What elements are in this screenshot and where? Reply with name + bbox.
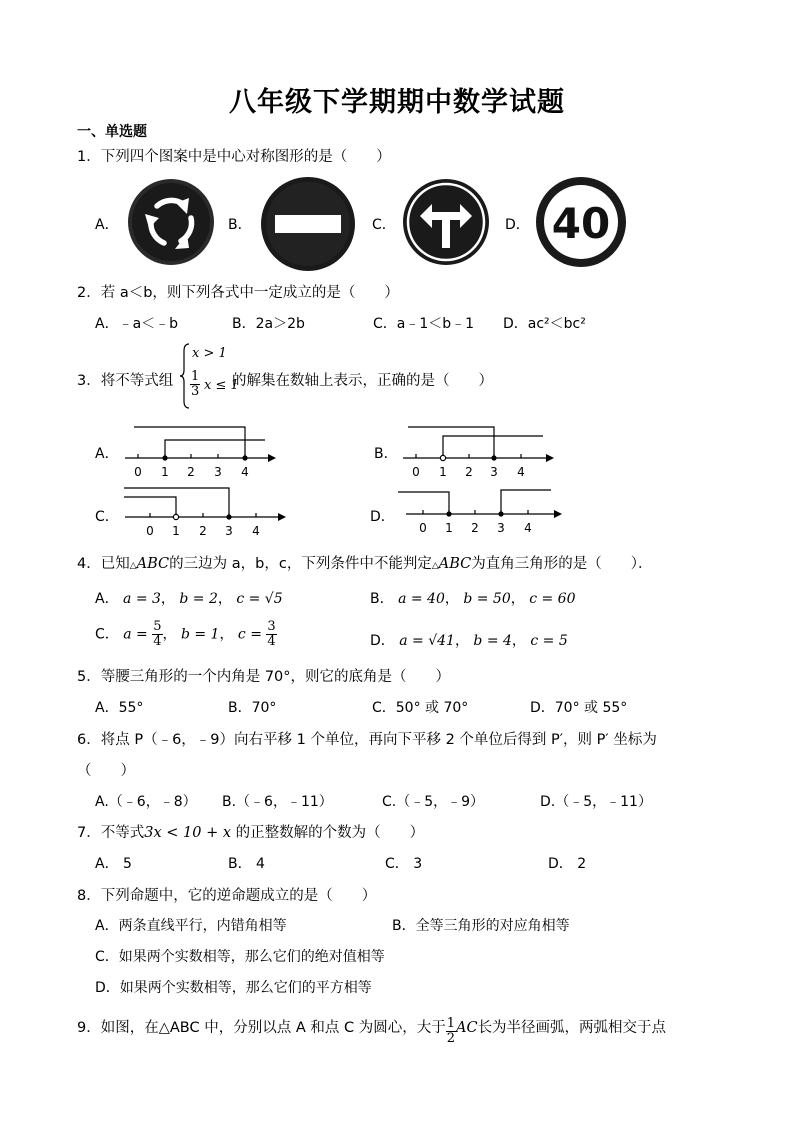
q4-a-c: c = √5: [236, 591, 283, 607]
q8-option-d: D．如果两个实数相等，那么它们的平方相等: [95, 980, 372, 996]
q4-c-c-var: c: [237, 626, 246, 643]
question-6-text: 6．将点 P（﹣6，﹣9）向右平移 1 个单位，再向下平移 2 个单位后得到 P′，则 P′ 坐标为: [77, 732, 657, 748]
q4-d-a: a = √41: [399, 633, 455, 649]
q4-c-a-den: 4: [153, 634, 162, 649]
q8-option-c: C．如果两个实数相等，那么它们的绝对值相等: [95, 949, 385, 965]
system-brace-icon: [180, 343, 190, 409]
question-7-text: [77, 821, 424, 842]
q6-option-c: C.（﹣5，﹣9）: [382, 794, 485, 810]
q4-b-b: b = 50: [463, 591, 511, 607]
q4-option-c: C． a = $\frac{5}{4}$ ， b = 1， c = $\frac{3}{4}$: [95, 619, 276, 649]
tick-label-1: 1: [161, 465, 169, 479]
tick-label-2: 2: [187, 465, 195, 479]
speed-limit-sign-icon: [535, 176, 627, 268]
q8-option-b: B．全等三角形的对应角相等: [392, 918, 570, 934]
q2-option-b: B．2a＞2b: [232, 316, 305, 332]
speed-limit-number: 40: [551, 199, 611, 248]
question-4-text: [77, 552, 653, 573]
q6-option-d: D.（﹣5，﹣11）: [540, 794, 652, 810]
question-3-suffix: 的解集在数轴上表示，正确的是（ ）: [232, 373, 493, 389]
question-8-text: 8．下列命题中，它的逆命题成立的是（ ）: [77, 888, 377, 904]
tick-label-2: 2: [471, 521, 479, 535]
q4-c-a-num: 5: [153, 619, 162, 634]
system-inequality-2-rest: x ≤ 1: [204, 378, 239, 393]
tick-label-4: 4: [524, 521, 532, 535]
q8-option-a: A．两条直线平行，内错角相等: [95, 918, 287, 934]
q4-c-c-num: 3: [267, 619, 276, 634]
q4-c-c-den: 4: [267, 634, 276, 649]
q4-d-b: b = 4: [473, 633, 512, 649]
q4-b-c: c = 60: [529, 591, 576, 607]
q1-label-d: D．: [505, 217, 530, 233]
section-heading: 一、单选题: [77, 124, 147, 140]
q7-option-d: D． 2: [548, 856, 587, 872]
q4-option-b: B． a = 40， b = 50， c = 60: [370, 591, 576, 607]
q4-c-a-var: a: [123, 626, 132, 643]
tick-label-0: 0: [412, 465, 420, 479]
tick-label-1: 1: [439, 465, 447, 479]
number-line-option-b: [398, 424, 558, 480]
q7-option-b: B． 4: [228, 856, 265, 872]
tick-label-3: 3: [490, 465, 498, 479]
roundabout-sign-icon: [127, 178, 215, 266]
q5-option-a: A．55°: [95, 700, 144, 716]
q5-option-c: C．50° 或 70°: [372, 700, 469, 716]
q1-label-a: A．: [95, 217, 119, 233]
q9-frac-num: 1: [446, 1016, 455, 1031]
q4-option-a: A． a = 3， b = 2， c = √5: [95, 591, 283, 607]
q4-suffix: 为直角三角形的是（ ）．: [471, 556, 653, 572]
q4-a-b: b = 2: [179, 591, 218, 607]
q3-label-b: B．: [374, 446, 398, 462]
q4-option-c-label: C．: [95, 626, 119, 643]
q7-suffix: 的正整数解的个数为（ ）: [235, 825, 425, 841]
tick-label-2: 2: [465, 465, 473, 479]
q9-suffix: 长为半径画弧，两弧相交于点: [477, 1020, 667, 1036]
turn-left-right-sign-icon: [402, 178, 490, 266]
number-line-option-c: [120, 484, 290, 540]
q4-triangle-1: ABC: [136, 556, 170, 572]
tick-label-1: 1: [445, 521, 453, 535]
q4-option-d: D． a = √41， b = 4， c = 5: [370, 633, 568, 649]
tick-label-0: 0: [146, 524, 154, 538]
q4-triangle-2: ABC: [438, 556, 472, 572]
q5-option-b: B．70°: [228, 700, 277, 716]
tick-label-1: 1: [172, 524, 180, 538]
fraction-numerator: 1: [191, 369, 200, 384]
q7-option-a: A． 5: [95, 856, 132, 872]
tick-label-0: 0: [419, 521, 427, 535]
question-9-text: [77, 1016, 666, 1046]
q3-label-a: A．: [95, 446, 119, 462]
q4-option-d-label: D．: [370, 633, 395, 649]
q2-option-c: C．a﹣1＜b﹣1: [373, 316, 475, 332]
q3-label-d: D．: [370, 509, 395, 525]
question-1-text: 1．下列四个图案中是中心对称图形的是（ ）: [77, 149, 391, 165]
q4-mid: 的三边为 a，b，c，下列条件中不能判定: [169, 556, 432, 572]
triangle-symbol-icon: △: [129, 561, 137, 571]
fraction-denominator: 3: [191, 384, 200, 399]
q7-prefix: 7．不等式: [77, 825, 145, 841]
number-line-option-a: [120, 424, 280, 480]
q6-option-b: B.（﹣6，﹣11）: [222, 794, 333, 810]
tick-label-2: 2: [199, 524, 207, 538]
tick-label-3: 3: [225, 524, 233, 538]
q4-prefix: 4．已知: [77, 556, 130, 572]
system-inequality-2-fraction: [190, 370, 202, 399]
q2-option-a: A．﹣a＜﹣b: [95, 316, 179, 332]
q6-option-a: A.（﹣6，﹣8）: [95, 794, 197, 810]
q9-prefix: 9．如图，在△ABC 中，分别以点 A 和点 C 为圆心，大于: [77, 1020, 446, 1036]
number-line-option-d: [396, 484, 566, 540]
no-entry-sign-icon: [260, 176, 356, 272]
tick-label-4: 4: [252, 524, 260, 538]
q4-d-c: c = 5: [530, 633, 568, 649]
q4-c-b: b = 1: [180, 626, 220, 643]
tick-label-0: 0: [134, 465, 142, 479]
q9-frac-den: 2: [446, 1031, 455, 1046]
q5-option-d: D．70° 或 55°: [530, 700, 628, 716]
q4-option-a-label: A．: [95, 591, 119, 607]
system-inequality-1: x > 1: [192, 346, 227, 361]
q4-option-b-label: B．: [370, 591, 394, 607]
triangle-symbol-icon: △: [431, 561, 439, 571]
q7-option-c: C． 3: [385, 856, 423, 872]
q4-b-a: a = 40: [398, 591, 445, 607]
page-title: 八年级下学期期中数学试题: [229, 87, 565, 118]
q2-option-d: D．ac²＜bc²: [503, 316, 586, 332]
tick-label-3: 3: [497, 521, 505, 535]
question-5-text: 5．等腰三角形的一个内角是 70°，则它的底角是（ ）: [77, 669, 451, 685]
q1-label-b: B．: [228, 217, 252, 233]
q7-expression: 3x < 10 + x: [144, 825, 232, 841]
q3-label-c: C．: [95, 509, 119, 525]
question-2-text: 2．若 a＜b，则下列各式中一定成立的是（ ）: [77, 285, 399, 301]
question-3-prefix: 3．将不等式组: [77, 373, 174, 389]
tick-label-3: 3: [214, 465, 222, 479]
tick-label-4: 4: [517, 465, 525, 479]
question-6-text-cont: （ ）: [77, 763, 135, 779]
q9-ac: AC: [455, 1020, 478, 1036]
tick-label-4: 4: [241, 465, 249, 479]
q1-label-c: C．: [372, 217, 396, 233]
q4-a-a: a = 3: [123, 591, 161, 607]
